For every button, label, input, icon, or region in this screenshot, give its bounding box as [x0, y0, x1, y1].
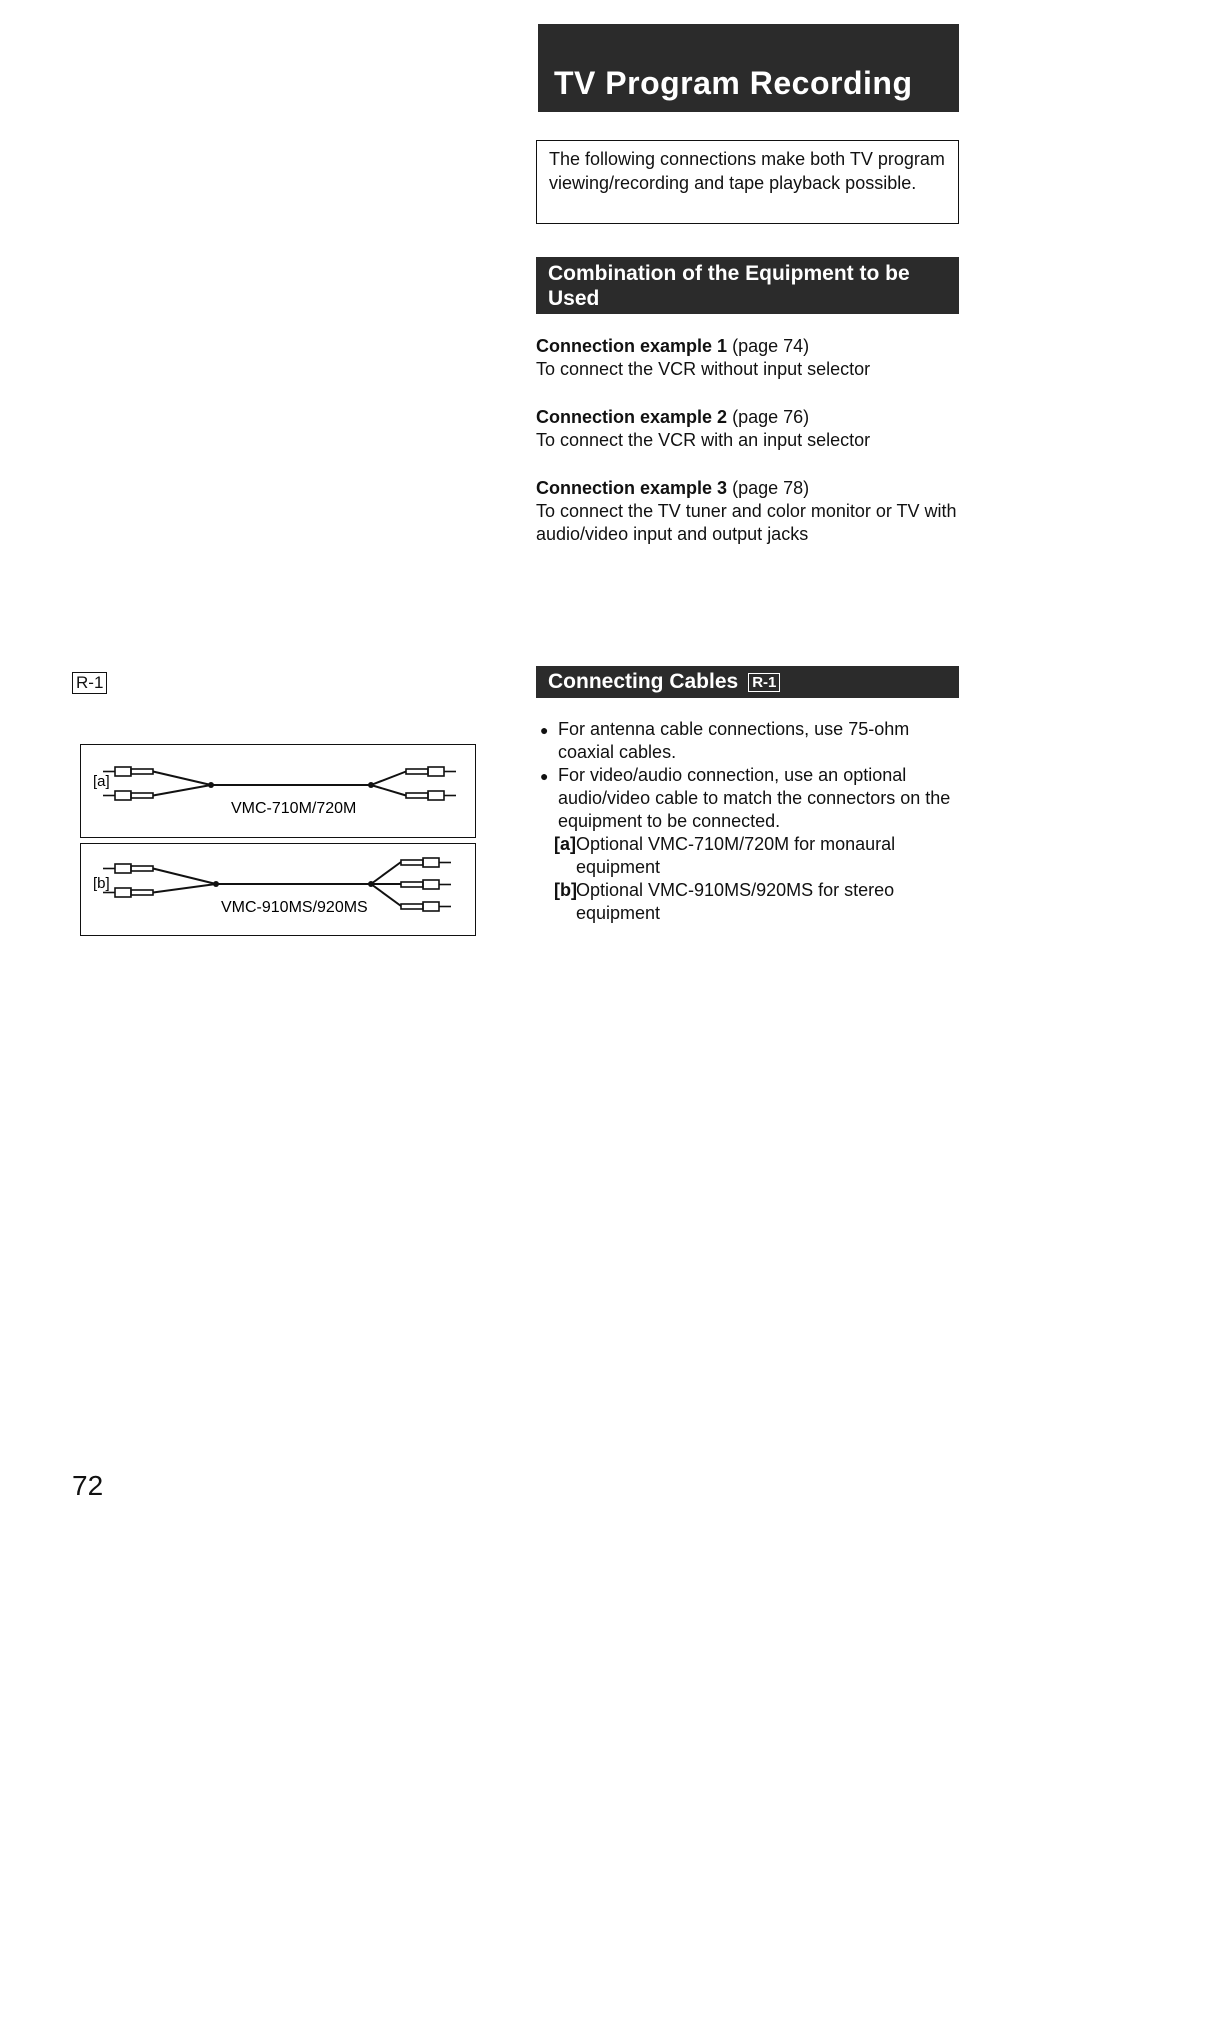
panel-label: [a] [93, 773, 110, 790]
bullet-icon: ● [540, 722, 549, 738]
connection-example-page-ref: (page 74) [732, 336, 810, 356]
page-number: 72 [72, 1470, 104, 1501]
cables-notes [540, 718, 960, 925]
cable-junction [368, 881, 374, 887]
cable-junction [208, 782, 214, 788]
connection-example-page-ref: (page 78) [732, 478, 810, 498]
connection-example-description: To connect the TV tuner and color monitor or TV with audio/video input and output jacks [536, 501, 957, 544]
bullet-text: For video/audio connection, use an optional audio/video cable to match the connectors on the equipment to be connected. [558, 765, 951, 831]
right-plug-icon [406, 767, 456, 800]
connection-example-label: Connection example 1 [536, 336, 728, 356]
connection-example-description: To connect the VCR with an input selector [536, 430, 871, 450]
connection-example-description: To connect the VCR without input selector [536, 359, 871, 379]
cables-ref-tag: R-1 [748, 673, 780, 692]
connection-example-label: Connection example 3 [536, 478, 728, 498]
connection-example-label: Connection example 2 [536, 407, 728, 427]
bullet-icon: ● [540, 768, 549, 784]
combination-heading-text: Combination of the Equipment to be Used [548, 262, 910, 310]
intro-text: The following connections make both TV program viewing/recording and tape playback possible. [549, 149, 945, 193]
connection-example-1 [536, 335, 976, 381]
cable-illustration-b [81, 844, 474, 934]
cable-diagram-a [80, 744, 476, 838]
cable-name: VMC-910MS/920MS [221, 899, 368, 916]
panel-label: [b] [93, 875, 110, 892]
option-text: Optional VMC-710M/720M for monaural equipment [576, 834, 896, 877]
left-plug-icon [103, 864, 153, 897]
cables-heading [536, 666, 959, 698]
cable-diagram-b [80, 843, 476, 936]
bullet-text: For antenna cable connections, use 75-ohm coaxial cables. [558, 719, 910, 762]
cable-illustration-a [81, 745, 474, 836]
connection-example-page-ref: (page 76) [732, 407, 810, 427]
cable-line [153, 772, 406, 796]
option-mark: [b] [554, 880, 577, 900]
cable-junction [213, 881, 219, 887]
cable-name: VMC-710M/720M [231, 800, 357, 817]
option-item [540, 879, 960, 925]
connection-example-2 [536, 406, 976, 452]
right-plug-icon [401, 858, 451, 911]
cable-junction [368, 782, 374, 788]
list-item [540, 764, 960, 833]
intro-box [536, 140, 959, 224]
option-item [540, 833, 960, 879]
cables-heading-text: Connecting Cables [548, 670, 739, 693]
page-title-text: TV Program Recording [554, 65, 913, 101]
option-text: Optional VMC-910MS/920MS for stereo equipment [576, 880, 895, 923]
left-plug-icon [103, 767, 153, 800]
combination-heading [536, 257, 959, 314]
figure-tag: R-1 [72, 672, 107, 694]
page-title [538, 24, 959, 112]
option-mark: [a] [554, 834, 576, 854]
list-item [540, 718, 960, 764]
connection-example-3 [536, 477, 966, 546]
